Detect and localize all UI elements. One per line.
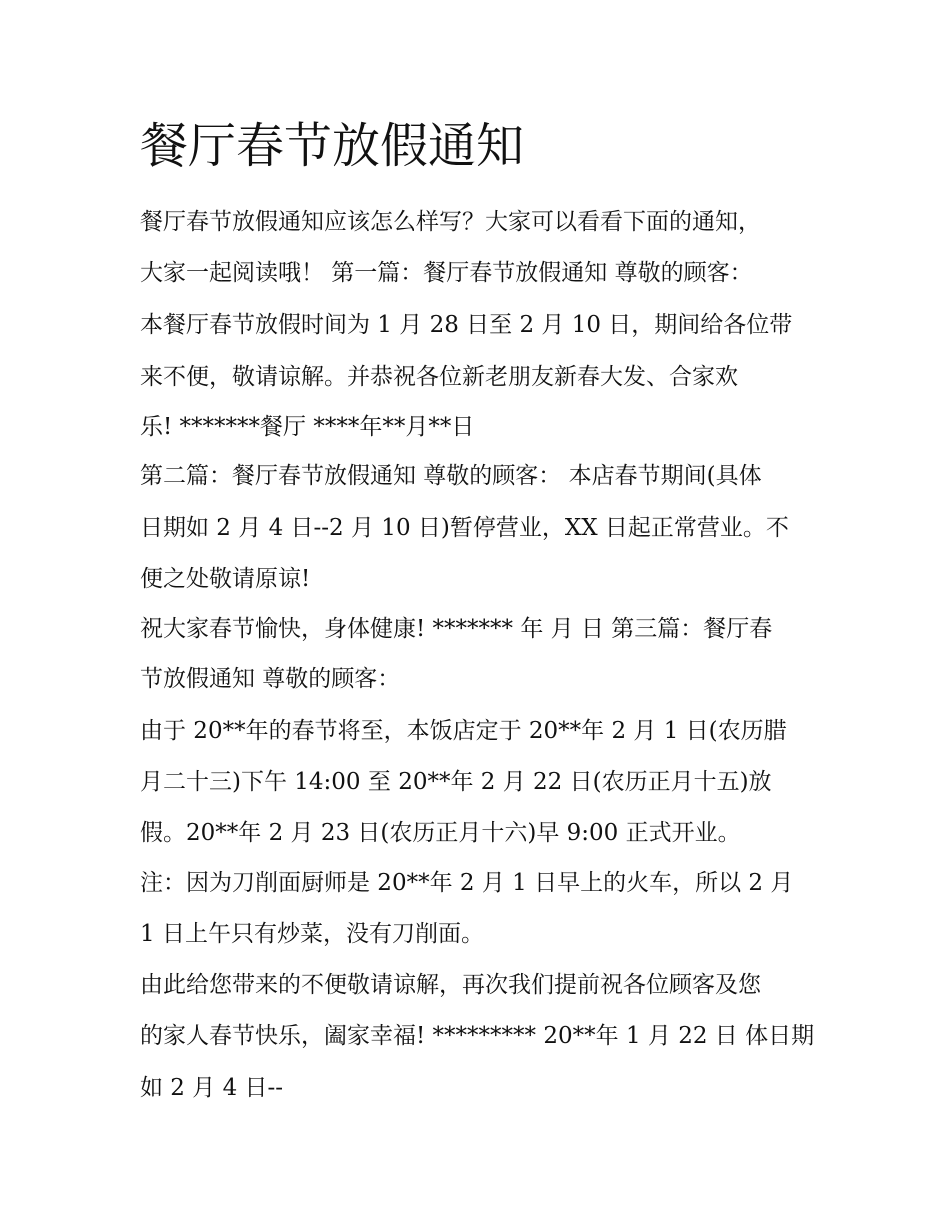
body-line: 本餐厅春节放假时间为 1 月 28 日至 2 月 10 日，期间给各位带 xyxy=(140,312,793,338)
body-line: 1 日上午只有炒菜，没有刀削面。 xyxy=(140,921,484,947)
body-line: 来不便，敬请谅解。并恭祝各位新老朋友新春大发、合家欢 xyxy=(140,364,738,390)
body-line: 节放假通知 尊敬的顾客： xyxy=(140,666,401,692)
body-line: 由于 20**年的春节将至，本饭店定于 20**年 2 月 1 日(农历腊 xyxy=(140,718,787,744)
body-line: 便之处敬请原谅! xyxy=(140,566,311,592)
body-line: 注：因为刀削面厨师是 20**年 2 月 1 日早上的火车，所以 2 月 xyxy=(140,870,794,896)
document-title: 餐厅春节放假通知 xyxy=(140,118,525,174)
body-line: 大家一起阅读哦！ 第一篇：餐厅春节放假通知 尊敬的顾客： xyxy=(140,260,753,286)
body-line: 由此给您带来的不便敬请谅解，再次我们提前祝各位顾客及您 xyxy=(140,972,761,998)
body-line: 日期如 2 月 4 日--2 月 10 日)暂停营业，XX 日起正常营业。不 xyxy=(140,515,789,541)
body-line: 假。20**年 2 月 23 日(农历正月十六)早 9:00 正式开业。 xyxy=(140,820,741,846)
body-line: 餐厅春节放假通知应该怎么样写？大家可以看看下面的通知， xyxy=(140,209,761,235)
body-line: 如 2 月 4 日-- xyxy=(140,1075,284,1101)
body-line: 的家人春节快乐，阖家幸福! ********* 20**年 1 月 22 日 体日期 xyxy=(140,1023,815,1049)
body-line: 第二篇：餐厅春节放假通知 尊敬的顾客： 本店春节期间(具体 xyxy=(140,463,762,489)
body-line: 祝大家春节愉快，身体健康! ******* 年 月 日 第三篇：餐厅春 xyxy=(140,616,773,642)
body-line: 月二十三)下午 14:00 至 20**年 2 月 22 日(农历正月十五)放 xyxy=(140,769,772,795)
body-line: 乐! *******餐厅 ****年**月**日 xyxy=(140,414,475,440)
